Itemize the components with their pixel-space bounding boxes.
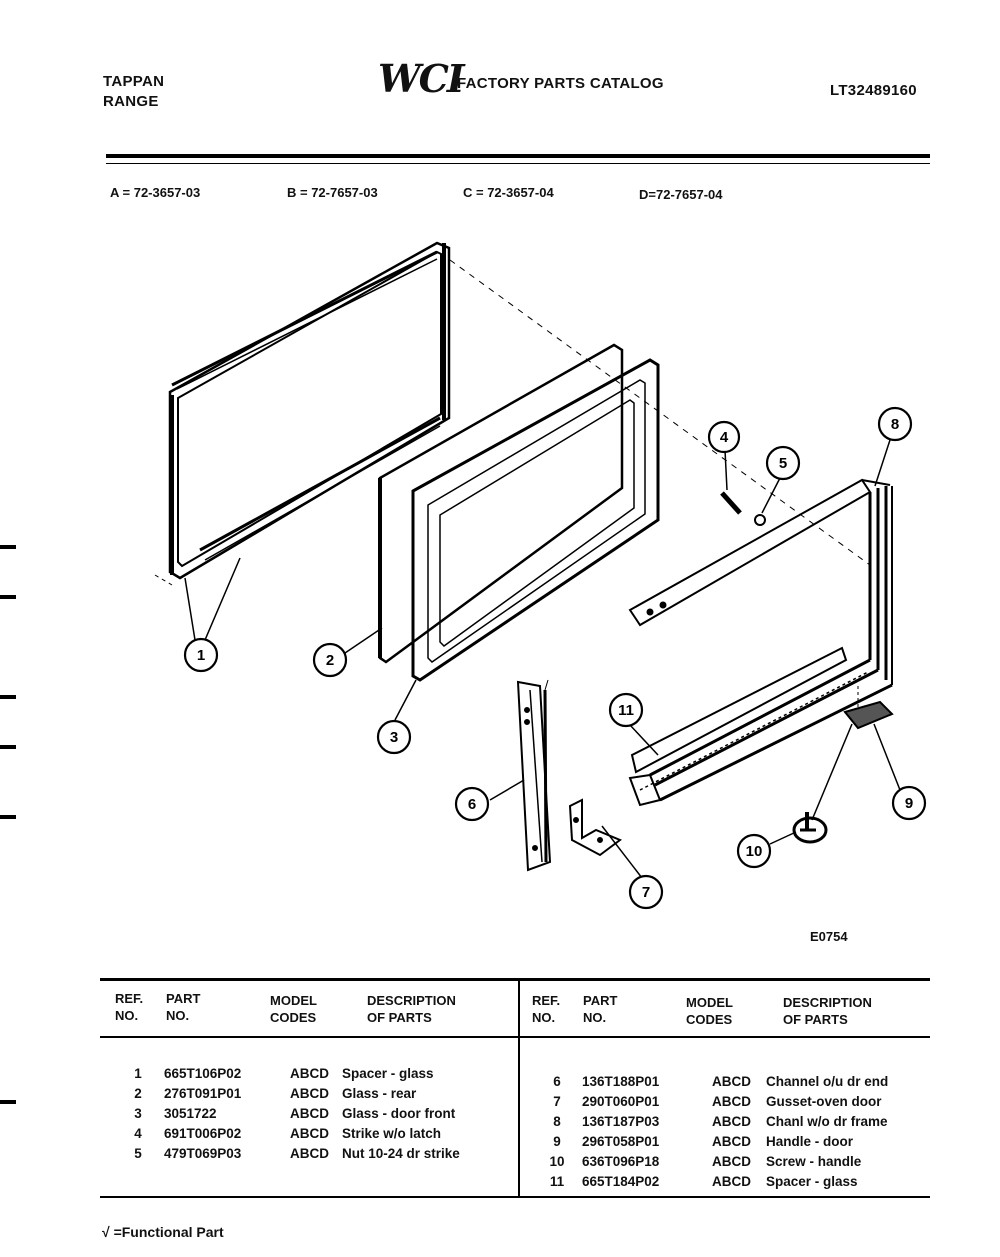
svg-text:7: 7 [641,884,651,901]
part-description: Chanl w/o dr frame [766,1114,888,1129]
model-codes: ABCD [290,1126,329,1141]
callout-6 [456,788,488,820]
header-ref-no: REF. NO. [115,991,144,1023]
model-codes: ABCD [712,1134,751,1149]
table-row [112,1124,460,1144]
model-number: LT32489160 [830,82,917,99]
wci-logo: WCI [378,56,463,101]
model-codes: ABCD [290,1106,329,1121]
table-rule-top [100,978,930,981]
table-rule-bottom [100,1196,930,1198]
header-description: DESCRIPTION OF PARTS [783,995,872,1027]
part-number: 136T188P01 [582,1074,660,1089]
table-row [112,1064,460,1084]
part-channel-door-frame [630,480,892,805]
ref-number: 11 [549,1174,565,1189]
svg-text:6: 6 [467,796,477,813]
figure-code: E0754 [810,929,848,944]
callout-11 [610,694,642,726]
model-codes: ABCD [290,1146,329,1161]
part-gusset [570,800,620,855]
part-number: 290T060P01 [582,1094,660,1109]
ref-number: 9 [553,1134,561,1149]
callout-3 [378,721,410,753]
model-code-c: C = 72-3657-04 [463,185,554,200]
header-part-no: PART NO. [166,991,201,1023]
callout-5 [767,447,799,479]
svg-text:10: 10 [745,843,763,860]
callout-2 [314,644,346,676]
ref-number: 2 [134,1086,142,1101]
part-handle [845,686,892,728]
part-description: Screw - handle [766,1154,862,1169]
header-description: DESCRIPTION OF PARTS [367,993,456,1025]
ref-number: 8 [553,1114,561,1129]
table-divider [518,980,520,1198]
ref-number: 7 [553,1094,561,1109]
table-row [112,1144,460,1164]
table-row [532,1172,888,1192]
table-rule-header [100,1036,930,1038]
part-strike-and-nut [722,493,765,525]
part-screw [794,812,826,842]
part-description: Glass - door front [342,1106,456,1121]
model-codes: ABCD [712,1154,751,1169]
svg-text:3: 3 [389,729,399,746]
functional-part-note: √ =Functional Part [102,1224,224,1240]
model-codes: ABCD [712,1114,751,1129]
part-number: 276T091P01 [164,1086,242,1101]
svg-text:11: 11 [618,702,634,719]
svg-text:4: 4 [719,429,729,446]
part-description: Nut 10-24 dr strike [342,1146,460,1161]
part-description: Spacer - glass [766,1174,858,1189]
part-description: Channel o/u dr end [766,1074,889,1089]
part-description: Glass - rear [342,1086,417,1101]
part-description: Gusset-oven door [766,1094,882,1109]
brand-name: TAPPAN [103,73,165,90]
parts-list-left [112,1064,460,1164]
header-model-codes: MODEL CODES [686,995,733,1027]
part-number: 665T106P02 [164,1066,242,1081]
table-row [532,1092,888,1112]
callout-4 [709,422,739,452]
catalog-title: FACTORY PARTS CATALOG [457,75,664,92]
table-row [112,1084,460,1104]
table-row [532,1112,888,1132]
part-description: Spacer - glass [342,1066,434,1081]
callout-8 [879,408,911,440]
callout-7 [630,876,662,908]
parts-list-right [532,1072,888,1192]
table-row [532,1152,888,1172]
model-codes: ABCD [290,1066,329,1081]
model-code-d: D=72-7657-04 [639,187,723,202]
table-row [532,1072,888,1092]
ref-number: 6 [553,1074,561,1089]
model-codes: ABCD [712,1174,751,1189]
part-number: 636T096P18 [582,1154,660,1169]
ref-number: 3 [134,1106,142,1121]
table-row [112,1104,460,1124]
model-codes: ABCD [712,1074,751,1089]
model-codes: ABCD [712,1094,751,1109]
callout-9 [893,787,925,819]
ref-number: 10 [549,1154,565,1169]
part-number: 3051722 [164,1106,217,1121]
product-type: RANGE [103,93,159,110]
part-number: 479T069P03 [164,1146,242,1161]
part-spacer-glass-frame [170,243,449,578]
header-model-codes: MODEL CODES [270,993,317,1025]
svg-text:2: 2 [325,652,335,669]
svg-text:8: 8 [890,416,900,433]
header-ref-no: REF. NO. [532,993,561,1025]
table-row [532,1132,888,1152]
part-number: 691T006P02 [164,1126,242,1141]
header-part-no: PART NO. [583,993,618,1025]
model-code-b: B = 72-7657-03 [287,185,378,200]
svg-text:1: 1 [196,647,206,664]
part-number: 665T184P02 [582,1174,660,1189]
callout-1 [185,639,217,671]
part-number: 136T187P03 [582,1114,660,1129]
part-description: Handle - door [766,1134,853,1149]
svg-text:9: 9 [904,795,914,812]
ref-number: 4 [134,1126,142,1141]
ref-number: 1 [134,1066,142,1081]
part-spacer-glass-strip [632,648,846,772]
model-codes: ABCD [290,1086,329,1101]
part-number: 296T058P01 [582,1134,660,1149]
ref-number: 5 [134,1146,142,1161]
part-channel-end [518,680,550,870]
margin-mark [0,1100,16,1104]
part-description: Strike w/o latch [342,1126,442,1141]
svg-text:5: 5 [778,455,788,472]
model-code-a: A = 72-3657-03 [110,185,201,200]
callout-10 [738,835,770,867]
